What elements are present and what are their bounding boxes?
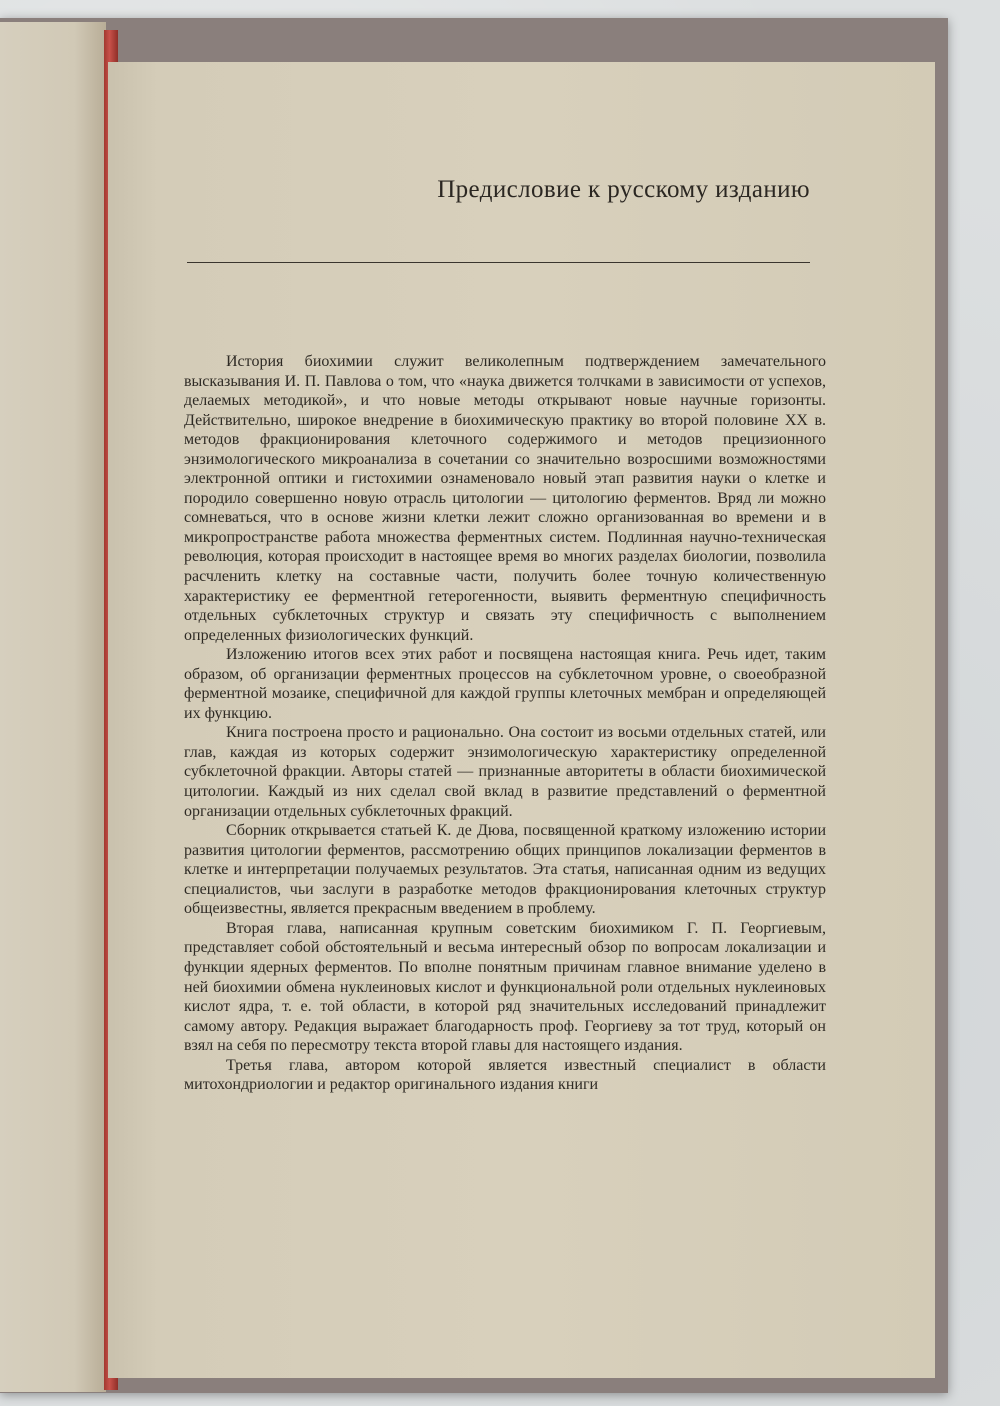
- paragraph-4: Сборник открывается статьей К. де Дюва, посвященной краткому изложению истории развития цитологии ферментов, рассмотрению общих принципов локализации ферментов в клетке и интерпретации получаемых результатов. Эта статья, написанная одним из ведущих специалистов, чьи заслуги в разработке методов фракционирования клеточных структур общеизвестны, является прекрасным введением в проблему.: [184, 822, 826, 918]
- paragraph-3: Книга построена просто и рационально. Она состоит из восьми отдельных статей, или глав, каждая из которых содержит энзимологическую характеристику определенной субклеточной фракции. Авторы статей — признанные авторитеты в области биохимической цитологии. Каждый из них сделал свой вклад в развитие представлений о ферментной организации отдельных субклеточных фракций.: [184, 724, 826, 820]
- paragraph-6: Третья глава, автором которой является известный специалист в области митохондриологии и редактор оригинального издания книги: [184, 1056, 826, 1094]
- paragraph-5: Вторая глава, написанная крупным советским биохимиком Г. П. Георгиевым, представляет собой обстоятельный и весьма интересный обзор по вопросам локализации и функции ядерных ферментов. По вполне понятным причинам главное внимание уделено в ней биохимии обмена нуклеиновых кислот и функциональной роли отдельных нуклеиновых кислот ядра, т. е. той области, в которой ряд значительных исследований принадлежит самому автору. Редакция выражает благодарность проф. Георгиеву за тот труд, который он взял на себя по пересмотру текста второй главы для настоящего издания.: [184, 919, 826, 1055]
- left-page-edge: [0, 22, 106, 1392]
- paragraph-1: История биохимии служит великолепным подтверждением замечательного высказывания И. П. Павлова о том, что «наука движется толчками в зависимости от успехов, делаемых методикой», и что новые методы открывают новые научные горизонты. Действительно, широкое внедрение в биохимическую практику во второй половине XX в. методов фракционирования клеточного содержимого и методов прецизионного энзимологического микроанализа в сочетании со значительно возросшими возможностями электронной оптики и гистохимии ознаменовало новый этап развития науки о клетке и породило совершенно новую отрасль цитологии — цитологию ферментов. Вряд ли можно сомневаться, что в основе жизни клетки лежит сложно организованная во времени и в микропространстве работа множества ферментных систем. Подлинная научно-техническая революция, которая происходит в настоящее время во многих разделах биологии, позволила расчленить клетку на составные части, получить более точную количественную характеристику ее ферментной гетерогенности, выявить ферментную специфичность отдельных субклеточных структур и связать эту специфичность с выполнением определенных физиологических функций.: [184, 353, 826, 644]
- page-title: Предисловие к русскому изданию: [437, 176, 810, 203]
- title-rule: [187, 262, 810, 263]
- body-text: [184, 352, 826, 1095]
- paragraph-2: Изложению итогов всех этих работ и посвящена настоящая книга. Речь идет, таким образом, об организации ферментных процессов на субклеточном уровне, о своеобразной ферментной мозаике, специфичной для каждой группы клеточных мембран и определяющей их функцию.: [184, 646, 826, 722]
